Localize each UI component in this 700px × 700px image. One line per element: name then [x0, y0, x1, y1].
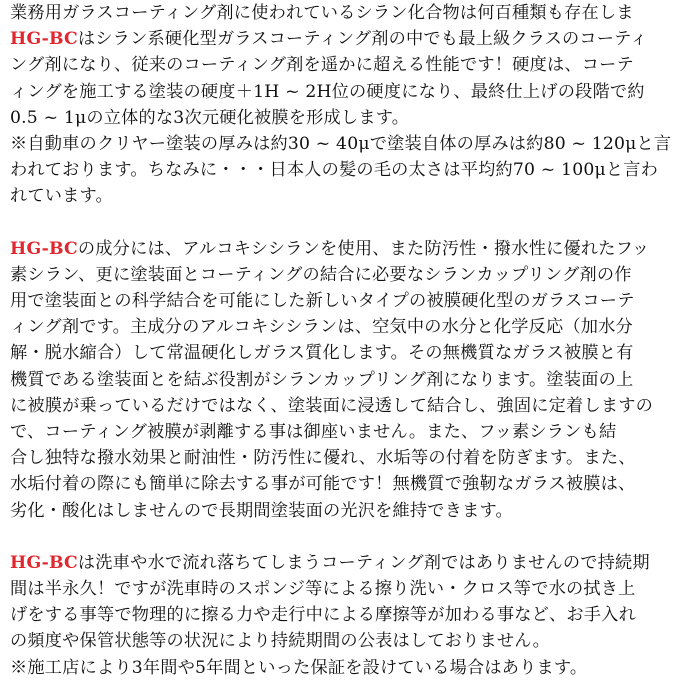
- text-line: [10, 445, 694, 471]
- line-text: の頻度や保管状態等の状況により持続期間の公表はしておりません。: [10, 631, 551, 652]
- text-line: [10, 262, 694, 288]
- line-text: 業務用ガラスコーティング剤に使われているシラン化合物は何百種類も存在しま: [10, 3, 634, 23]
- document-body: [10, 0, 694, 681]
- text-line: [10, 655, 694, 681]
- text-line: [10, 26, 694, 52]
- text-line: [10, 340, 694, 366]
- text-line: [10, 236, 694, 262]
- text-line: [10, 367, 694, 393]
- line-text: に被膜が乗っているだけではなく、塗装面に浸透して結合し、強固に定着しますの: [10, 395, 653, 416]
- text-line: [10, 550, 694, 576]
- text-line: [10, 105, 694, 131]
- line-text: ※自動車のクリヤー塗装の厚みは約30 ~ 40μで塗装自体の厚みは約80 ~ 120μと言: [10, 134, 672, 155]
- line-text: ※施工店により3年間や5年間といった保証を設けている場合はあります。: [10, 657, 588, 678]
- line-text: ィングを施工する塗装の硬度＋1H ~ 2H位の硬度になり、最終仕上げの段階で約: [10, 81, 645, 102]
- line-text: れています。: [10, 186, 113, 207]
- text-line: [10, 183, 694, 209]
- paragraph-intro: [10, 0, 694, 210]
- text-line: [10, 393, 694, 419]
- line-text: げをする事等で物理的に擦る力や走行中による摩擦等が加わる事など、お手入れ: [10, 605, 636, 626]
- text-line: [10, 602, 694, 628]
- brand-name: HG-BC: [10, 238, 78, 259]
- text-line: [10, 314, 694, 340]
- line-text: 解・脱水縮合）して常温硬化しガラス質化します。その無機質なガラス被膜と有: [10, 343, 634, 364]
- line-text: 素シラン、更に塗装面とコーティングの結合に必要なシランカップリング剤の作: [10, 264, 632, 285]
- paragraph-spacer: [10, 524, 694, 550]
- line-text: はシラン系硬化型ガラスコーティング剤の中でも最上級クラスのコーティ: [77, 29, 648, 50]
- line-text: ィング剤です。主成分のアルコキシシランは、空気中の水分と化学反応（加水分: [10, 317, 633, 338]
- line-text: 間は半永久！ですが洗車時のスポンジ等による擦り洗い・クロス等で水の拭き上: [10, 579, 636, 600]
- paragraph-spacer: [10, 210, 694, 236]
- line-text: の成分には、アルコキシシランを使用、また防汚性・撥水性に優れたフッ: [77, 238, 650, 259]
- text-line: [10, 288, 694, 314]
- brand-name: HG-BC: [10, 29, 78, 50]
- line-text: 用で塗装面との科学結合を可能にした新しいタイプの被膜硬化型のガラスコーテ: [10, 291, 635, 312]
- paragraph-durability: [10, 550, 694, 681]
- line-text: 水垢付着の際にも簡単に除去する事が可能です！無機質で強靭なガラス被膜は、: [10, 474, 636, 495]
- text-line: [10, 0, 694, 26]
- text-line: [10, 498, 694, 524]
- text-line: [10, 471, 694, 497]
- line-text: ング剤になり、従来のコーティング剤を遥かに超える性能です！硬度は、コーテ: [10, 55, 634, 76]
- line-text: は洗車や水で流れ落ちてしまうコーティング剤ではありませんので持続期: [77, 552, 650, 573]
- text-line: [10, 576, 694, 602]
- text-line: [10, 419, 694, 445]
- text-line: [10, 628, 694, 654]
- line-text: で、コーティング被膜が剥離する事は御座いません。また、フッ素シランも結: [10, 422, 617, 443]
- line-text: われております。ちなみに・・・日本人の髪の毛の太さは平均約70 ~ 100μと言わ: [10, 160, 659, 181]
- text-line: [10, 157, 694, 183]
- line-text: 合し独特な撥水効果と耐油性・防汚性に優れ、水垢等の付着を防ぎます。また、: [10, 448, 636, 469]
- text-line: [10, 79, 694, 105]
- brand-name: HG-BC: [10, 552, 78, 573]
- text-line: [10, 131, 694, 157]
- paragraph-components: [10, 236, 694, 524]
- line-text: 劣化・酸化はしませんので長期間塗装面の光沢を維持できます。: [10, 500, 513, 521]
- line-text: 機質である塗装面とを結ぶ役割がシランカップリング剤になります。塗装面の上: [10, 369, 634, 390]
- line-text: 0.5 ~ 1μの立体的な3次元硬化被膜を形成します。: [10, 107, 410, 128]
- text-line: [10, 52, 694, 78]
